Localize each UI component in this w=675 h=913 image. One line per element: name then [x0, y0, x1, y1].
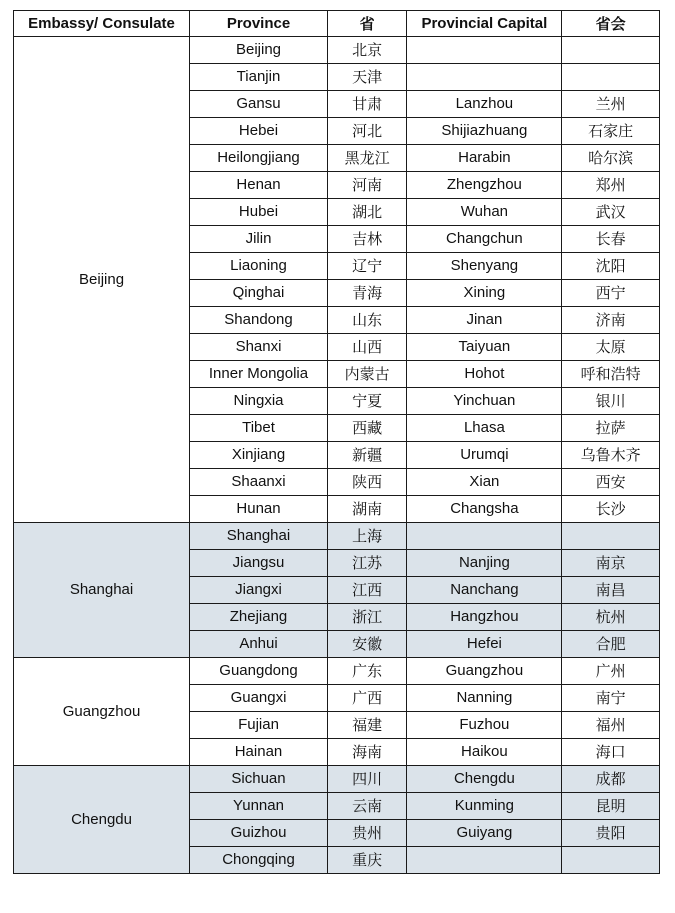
provincial-capital-chinese-cell: 长春	[562, 226, 660, 253]
province-chinese-cell: 重庆	[327, 847, 406, 874]
provincial-capital-cell: Fuzhou	[407, 712, 562, 739]
province-chinese-cell: 广西	[327, 685, 406, 712]
provincial-capital-chinese-cell: 济南	[562, 307, 660, 334]
province-chinese-cell: 新疆	[327, 442, 406, 469]
provincial-capital-chinese-cell: 武汉	[562, 199, 660, 226]
header-provincial-capital-chinese: 省会	[562, 11, 660, 37]
provincial-capital-cell: Haikou	[407, 739, 562, 766]
province-cell: Shanxi	[190, 334, 328, 361]
provincial-capital-cell: Taiyuan	[407, 334, 562, 361]
province-chinese-cell: 西藏	[327, 415, 406, 442]
province-cell: Liaoning	[190, 253, 328, 280]
province-cell: Guangxi	[190, 685, 328, 712]
provincial-capital-chinese-cell	[562, 847, 660, 874]
province-cell: Yunnan	[190, 793, 328, 820]
province-chinese-cell: 甘肃	[327, 91, 406, 118]
province-chinese-cell: 江苏	[327, 550, 406, 577]
province-chinese-cell: 上海	[327, 523, 406, 550]
embassy-consulate-cell: Shanghai	[14, 523, 190, 658]
provincial-capital-chinese-cell: 沈阳	[562, 253, 660, 280]
provincial-capital-cell: Nanchang	[407, 577, 562, 604]
provincial-capital-chinese-cell: 西安	[562, 469, 660, 496]
province-cell: Heilongjiang	[190, 145, 328, 172]
table-body	[14, 37, 660, 874]
provincial-capital-chinese-cell: 南宁	[562, 685, 660, 712]
province-cell: Chongqing	[190, 847, 328, 874]
provincial-capital-cell	[407, 64, 562, 91]
provincial-capital-chinese-cell: 合肥	[562, 631, 660, 658]
province-cell: Gansu	[190, 91, 328, 118]
provincial-capital-cell: Hohot	[407, 361, 562, 388]
province-cell: Hebei	[190, 118, 328, 145]
province-chinese-cell: 江西	[327, 577, 406, 604]
province-chinese-cell: 内蒙古	[327, 361, 406, 388]
province-cell: Jiangsu	[190, 550, 328, 577]
province-chinese-cell: 青海	[327, 280, 406, 307]
province-cell: Shaanxi	[190, 469, 328, 496]
provincial-capital-chinese-cell: 成都	[562, 766, 660, 793]
embassy-consulate-cell: Chengdu	[14, 766, 190, 874]
provincial-capital-chinese-cell: 昆明	[562, 793, 660, 820]
province-chinese-cell: 四川	[327, 766, 406, 793]
province-chinese-cell: 黑龙江	[327, 145, 406, 172]
table-row	[14, 523, 660, 550]
provincial-capital-cell: Yinchuan	[407, 388, 562, 415]
provincial-capital-cell: Hangzhou	[407, 604, 562, 631]
province-chinese-cell: 湖北	[327, 199, 406, 226]
provincial-capital-chinese-cell: 长沙	[562, 496, 660, 523]
table-row	[14, 658, 660, 685]
provincial-capital-chinese-cell: 南昌	[562, 577, 660, 604]
provincial-capital-chinese-cell: 兰州	[562, 91, 660, 118]
province-chinese-cell: 吉林	[327, 226, 406, 253]
province-cell: Beijing	[190, 37, 328, 64]
provincial-capital-cell: Shijiazhuang	[407, 118, 562, 145]
province-cell: Henan	[190, 172, 328, 199]
provincial-capital-chinese-cell: 福州	[562, 712, 660, 739]
provincial-capital-chinese-cell: 哈尔滨	[562, 145, 660, 172]
province-chinese-cell: 广东	[327, 658, 406, 685]
province-cell: Shanghai	[190, 523, 328, 550]
province-cell: Hubei	[190, 199, 328, 226]
provincial-capital-cell: Lanzhou	[407, 91, 562, 118]
province-cell: Ningxia	[190, 388, 328, 415]
provincial-capital-cell: Wuhan	[407, 199, 562, 226]
provincial-capital-chinese-cell	[562, 37, 660, 64]
provincial-capital-chinese-cell	[562, 64, 660, 91]
provincial-capital-chinese-cell: 南京	[562, 550, 660, 577]
province-cell: Guizhou	[190, 820, 328, 847]
header-provincial-capital: Provincial Capital	[407, 11, 562, 37]
provincial-capital-cell: Changchun	[407, 226, 562, 253]
table-row	[14, 766, 660, 793]
province-chinese-cell: 山西	[327, 334, 406, 361]
provincial-capital-chinese-cell: 乌鲁木齐	[562, 442, 660, 469]
province-chinese-cell: 河南	[327, 172, 406, 199]
province-chinese-cell: 北京	[327, 37, 406, 64]
provincial-capital-chinese-cell: 杭州	[562, 604, 660, 631]
provincial-capital-cell: Lhasa	[407, 415, 562, 442]
province-cell: Jilin	[190, 226, 328, 253]
header-province-chinese: 省	[327, 11, 406, 37]
province-chinese-cell: 湖南	[327, 496, 406, 523]
province-chinese-cell: 天津	[327, 64, 406, 91]
embassy-province-table	[13, 10, 660, 874]
provincial-capital-cell: Shenyang	[407, 253, 562, 280]
provincial-capital-cell	[407, 847, 562, 874]
province-cell: Qinghai	[190, 280, 328, 307]
provincial-capital-chinese-cell: 银川	[562, 388, 660, 415]
provincial-capital-cell: Changsha	[407, 496, 562, 523]
provincial-capital-chinese-cell	[562, 523, 660, 550]
table-row	[14, 37, 660, 64]
province-chinese-cell: 辽宁	[327, 253, 406, 280]
province-chinese-cell: 宁夏	[327, 388, 406, 415]
province-cell: Hainan	[190, 739, 328, 766]
header-province: Province	[190, 11, 328, 37]
province-chinese-cell: 陕西	[327, 469, 406, 496]
province-chinese-cell: 贵州	[327, 820, 406, 847]
province-chinese-cell: 浙江	[327, 604, 406, 631]
province-cell: Inner Mongolia	[190, 361, 328, 388]
provincial-capital-chinese-cell: 海口	[562, 739, 660, 766]
embassy-consulate-cell: Guangzhou	[14, 658, 190, 766]
provincial-capital-chinese-cell: 呼和浩特	[562, 361, 660, 388]
provincial-capital-cell	[407, 37, 562, 64]
province-chinese-cell: 山东	[327, 307, 406, 334]
provincial-capital-cell: Nanjing	[407, 550, 562, 577]
provincial-capital-cell	[407, 523, 562, 550]
provincial-capital-cell: Xining	[407, 280, 562, 307]
province-chinese-cell: 河北	[327, 118, 406, 145]
provincial-capital-cell: Guiyang	[407, 820, 562, 847]
provincial-capital-cell: Kunming	[407, 793, 562, 820]
province-cell: Zhejiang	[190, 604, 328, 631]
provincial-capital-chinese-cell: 贵阳	[562, 820, 660, 847]
provincial-capital-cell: Chengdu	[407, 766, 562, 793]
table-header-row	[14, 11, 660, 37]
provincial-capital-cell: Urumqi	[407, 442, 562, 469]
province-cell: Tianjin	[190, 64, 328, 91]
province-cell: Xinjiang	[190, 442, 328, 469]
provincial-capital-chinese-cell: 太原	[562, 334, 660, 361]
province-chinese-cell: 云南	[327, 793, 406, 820]
provincial-capital-cell: Hefei	[407, 631, 562, 658]
provincial-capital-cell: Nanning	[407, 685, 562, 712]
provincial-capital-cell: Xian	[407, 469, 562, 496]
provincial-capital-cell: Guangzhou	[407, 658, 562, 685]
province-chinese-cell: 安徽	[327, 631, 406, 658]
provincial-capital-chinese-cell: 石家庄	[562, 118, 660, 145]
embassy-consulate-cell: Beijing	[14, 37, 190, 523]
provincial-capital-chinese-cell: 拉萨	[562, 415, 660, 442]
province-cell: Hunan	[190, 496, 328, 523]
province-chinese-cell: 海南	[327, 739, 406, 766]
province-cell: Fujian	[190, 712, 328, 739]
province-cell: Anhui	[190, 631, 328, 658]
provincial-capital-cell: Zhengzhou	[407, 172, 562, 199]
province-cell: Guangdong	[190, 658, 328, 685]
provincial-capital-chinese-cell: 广州	[562, 658, 660, 685]
province-cell: Jiangxi	[190, 577, 328, 604]
province-cell: Tibet	[190, 415, 328, 442]
provincial-capital-cell: Jinan	[407, 307, 562, 334]
province-chinese-cell: 福建	[327, 712, 406, 739]
provincial-capital-chinese-cell: 郑州	[562, 172, 660, 199]
province-cell: Shandong	[190, 307, 328, 334]
province-cell: Sichuan	[190, 766, 328, 793]
provincial-capital-cell: Harabin	[407, 145, 562, 172]
provincial-capital-chinese-cell: 西宁	[562, 280, 660, 307]
header-embassy-consulate: Embassy/ Consulate	[14, 11, 190, 37]
